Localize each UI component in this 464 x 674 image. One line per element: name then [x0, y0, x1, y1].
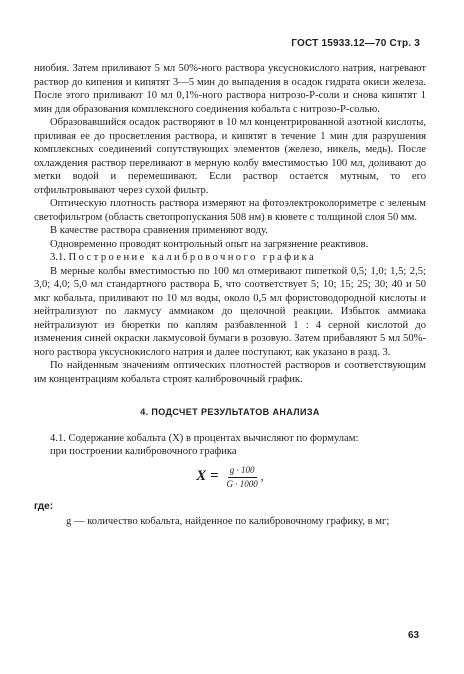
document-header: ГОСТ 15933.12—70 Стр. 3	[291, 38, 420, 49]
subsection-heading	[34, 251, 426, 265]
page-number: 63	[408, 630, 420, 641]
paragraph-10: при построении калибровочного графика	[50, 446, 237, 457]
paragraph-1: ниобия. Затем приливают 5 мл 50%-ного раствора уксуснокислого натрия, нагревают раствор до кипения и кипятят 3—5 мин до выпадения в осадок гидрата окиси железа. После этого приливают 10 мл 0,1%-ного раствора нитрозо-Р-соли и снова кипятят 1 мин для образования комплексного соединения кобальта с нитрозо-Р-солью.	[34, 63, 426, 115]
paragraph-4: В качестве раствора сравнения применяют воду.	[50, 225, 268, 236]
paragraph-9: 4.1. Содержание кобальта (X) в процентах вычисляют по формулам:	[50, 432, 359, 444]
formula-fraction	[225, 465, 260, 490]
definition-g: g — количество кобальта, найденное по калибровочному графику, в мг;	[66, 516, 390, 527]
formula	[34, 465, 426, 490]
section-heading: 4. ПОДСЧЕТ РЕЗУЛЬТАТОВ АНАЛИЗА	[140, 407, 320, 417]
where-label: где:	[34, 500, 54, 512]
subsection-title: Построение калибровочного графика	[68, 252, 317, 263]
paragraph-8: По найденным значениям оптических плотностей растворов и соответствующим им концентрациям кобальта строят калибровочный график.	[34, 360, 426, 385]
formula-tail: ,	[260, 469, 264, 484]
document-body	[34, 62, 426, 529]
paragraph-5: Одновременно проводят контрольный опыт на загрязнение реактивов.	[50, 238, 369, 250]
subsection-number: 3.1.	[50, 252, 66, 263]
formula-numerator: g · 100	[228, 465, 257, 478]
paragraph-3: Оптическую плотность раствора измеряют на фотоэлектроколориметре с зеленым светофильтром (область светопропускания 508 нм) в кювете с толщиной слоя 50 мм.	[34, 198, 426, 223]
paragraph-7: В мерные колбы вместимостью по 100 мл отмеривают пипеткой 0,5; 1,0; 1,5; 2,5; 3,0; 4,0; 5,0 мл стандартного раствора Б, что соответствует 5; 10; 15; 25; 30; 40 и 50 мкг кобальта, приливают по 10 мл воды, около 0,5 мл фористоводородной кислоты и нейтрализуют по лакмусу аммиаком до щелочной реакции. Избыток аммиака нейтрализуют из бюретки по каплям разбавленной 1 : 4 серной кислотой до изменения синей окраски лакмусовой бумаги в розовую. Затем прибавляют 5 мл 50%-ного раствора уксуснокислого натрия и далее поступают, как указано в разд. 3.	[34, 265, 426, 358]
paragraph-2: Образовавшийся осадок растворяют в 10 мл концентрированной азотной кислоты, приливая ее до просветления раствора, и кипятят в течение 1 мин для разрушения комплексных соединений сопутствующих элементов (железо, никель, медь). После охлаждения раствор переливают в мерную колбу вместимостью 100 мл, доливают до метки водой и перемешивают. Если раствор остается мутным, то его отфильтровывают через сухой фильтр.	[34, 117, 426, 196]
formula-lhs: X =	[196, 468, 219, 485]
formula-denominator: G · 1000	[226, 478, 258, 489]
